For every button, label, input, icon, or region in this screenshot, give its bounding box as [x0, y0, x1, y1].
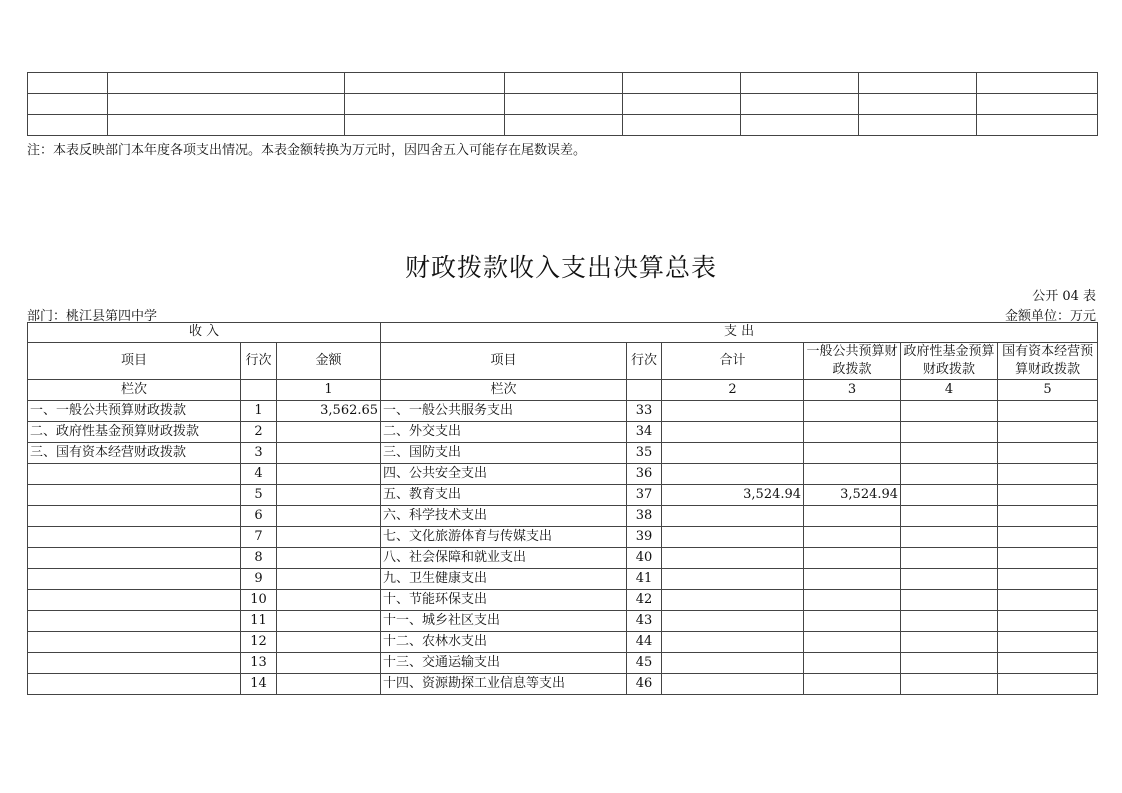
- income-amount-cell: [277, 443, 381, 464]
- table-row: [28, 611, 1098, 632]
- general-budget-cell: [804, 527, 901, 548]
- income-amount-cell: [277, 611, 381, 632]
- state-capital-cell: [998, 422, 1098, 443]
- total-cell: [662, 590, 804, 611]
- table-cell: [623, 115, 741, 136]
- income-row-no-cell: 7: [241, 527, 277, 548]
- table-row: [28, 590, 1098, 611]
- state-capital-cell: [998, 611, 1098, 632]
- income-row-no-cell: 5: [241, 485, 277, 506]
- table-cell: [741, 115, 859, 136]
- total-cell: [662, 632, 804, 653]
- gov-fund-cell: [901, 653, 998, 674]
- general-budget-cell: [804, 506, 901, 527]
- income-row-no-header: 行次: [241, 343, 277, 380]
- table-row: [28, 506, 1098, 527]
- income-item-cell: [28, 485, 241, 506]
- income-item-cell: 三、国有资本经营财政拨款: [28, 443, 241, 464]
- total-cell: [662, 443, 804, 464]
- column-index-general-budget: 3: [804, 380, 901, 401]
- table-cell: [977, 115, 1098, 136]
- column-index-exp-label: 栏次: [381, 380, 627, 401]
- table-cell: [345, 94, 505, 115]
- state-capital-cell: [998, 548, 1098, 569]
- income-row-no-cell: 3: [241, 443, 277, 464]
- table-cell: [741, 73, 859, 94]
- gov-fund-cell: [901, 401, 998, 422]
- state-capital-cell: [998, 506, 1098, 527]
- income-row-no-cell: 8: [241, 548, 277, 569]
- expense-row-no-cell: 46: [627, 674, 662, 695]
- previous-table-remnant: [27, 72, 1098, 136]
- expense-row-no-cell: 39: [627, 527, 662, 548]
- expense-item-cell: 五、教育支出: [381, 485, 627, 506]
- general-budget-cell: [804, 422, 901, 443]
- income-item-cell: [28, 674, 241, 695]
- expense-item-cell: 二、外交支出: [381, 422, 627, 443]
- state-capital-cell: [998, 632, 1098, 653]
- income-item-cell: [28, 548, 241, 569]
- expense-row-no-cell: 34: [627, 422, 662, 443]
- income-row-no-cell: 14: [241, 674, 277, 695]
- page-title: 财政拨款收入支出决算总表: [404, 253, 717, 282]
- expense-item-cell: 十四、资源勘探工业信息等支出: [381, 674, 627, 695]
- column-index-total: 2: [662, 380, 804, 401]
- income-row-no-cell: 11: [241, 611, 277, 632]
- expense-item-cell: 十二、农林水支出: [381, 632, 627, 653]
- expense-row-no-cell: 37: [627, 485, 662, 506]
- income-item-cell: [28, 611, 241, 632]
- state-capital-cell: [998, 653, 1098, 674]
- expense-section-header: 支 出: [381, 323, 1098, 343]
- general-budget-cell: [804, 611, 901, 632]
- table-row: [28, 94, 1098, 115]
- table-cell: [28, 94, 108, 115]
- general-budget-cell: [804, 464, 901, 485]
- gov-fund-cell: [901, 569, 998, 590]
- expense-row-no-cell: 41: [627, 569, 662, 590]
- expense-row-no-cell: 38: [627, 506, 662, 527]
- expense-item-cell: 八、社会保障和就业支出: [381, 548, 627, 569]
- state-capital-cell: [998, 569, 1098, 590]
- income-item-cell: 一、一般公共预算财政拨款: [28, 401, 241, 422]
- expense-row-no-header: 行次: [627, 343, 662, 380]
- total-cell: 3,524.94: [662, 485, 804, 506]
- total-cell: [662, 422, 804, 443]
- table-row: [28, 115, 1098, 136]
- total-cell: [662, 548, 804, 569]
- income-amount-cell: [277, 464, 381, 485]
- income-amount-cell: [277, 632, 381, 653]
- expense-item-cell: 三、国防支出: [381, 443, 627, 464]
- expense-item-cell: 九、卫生健康支出: [381, 569, 627, 590]
- general-budget-cell: [804, 653, 901, 674]
- state-capital-cell: [998, 464, 1098, 485]
- income-item-cell: [28, 590, 241, 611]
- expense-item-cell: 六、科学技术支出: [381, 506, 627, 527]
- income-item-cell: [28, 569, 241, 590]
- general-budget-cell: [804, 443, 901, 464]
- income-row-no-cell: 9: [241, 569, 277, 590]
- income-amount-header: 金额: [277, 343, 381, 380]
- total-cell: [662, 611, 804, 632]
- state-capital-cell: [998, 485, 1098, 506]
- column-index-amount: 1: [277, 380, 381, 401]
- gov-fund-cell: [901, 674, 998, 695]
- gov-fund-cell: [901, 485, 998, 506]
- table-row: [28, 548, 1098, 569]
- general-budget-cell: [804, 401, 901, 422]
- table-cell: [345, 115, 505, 136]
- income-row-no-cell: 2: [241, 422, 277, 443]
- table-cell: [108, 94, 345, 115]
- gov-fund-cell: [901, 632, 998, 653]
- income-amount-cell: 3,562.65: [277, 401, 381, 422]
- expense-item-cell: 四、公共安全支出: [381, 464, 627, 485]
- expense-row-no-cell: 44: [627, 632, 662, 653]
- gov-fund-cell: [901, 527, 998, 548]
- total-cell: [662, 506, 804, 527]
- section-header-row: [28, 323, 1098, 343]
- gov-fund-cell: [901, 443, 998, 464]
- income-item-cell: [28, 464, 241, 485]
- state-capital-cell: [998, 443, 1098, 464]
- table-cell: [28, 73, 108, 94]
- table-cell: [741, 94, 859, 115]
- table-row: [28, 464, 1098, 485]
- table-row: [28, 674, 1098, 695]
- income-amount-cell: [277, 422, 381, 443]
- table-cell: [28, 115, 108, 136]
- table-cell: [505, 73, 623, 94]
- table-cell: [977, 73, 1098, 94]
- table-note: 注：本表反映部门本年度各项支出情况。本表金额转换为万元时，因四舍五入可能存在尾数误差。: [27, 143, 587, 158]
- income-row-no-cell: 12: [241, 632, 277, 653]
- state-capital-cell: [998, 401, 1098, 422]
- table-cell: [505, 94, 623, 115]
- general-budget-cell: [804, 632, 901, 653]
- income-item-cell: 二、政府性基金预算财政拨款: [28, 422, 241, 443]
- table-cell: [108, 115, 345, 136]
- column-index-state-capital: 5: [998, 380, 1098, 401]
- table-row: [28, 401, 1098, 422]
- general-budget-cell: [804, 548, 901, 569]
- income-amount-cell: [277, 485, 381, 506]
- column-index-row: [28, 380, 1098, 401]
- expense-row-no-cell: 35: [627, 443, 662, 464]
- income-item-cell: [28, 632, 241, 653]
- table-cell: [108, 73, 345, 94]
- table-cell: [623, 94, 741, 115]
- column-index-empty: [241, 380, 277, 401]
- table-cell: [345, 73, 505, 94]
- table-cell: [623, 73, 741, 94]
- expense-row-no-cell: 36: [627, 464, 662, 485]
- table-row: [28, 569, 1098, 590]
- gov-fund-cell: [901, 464, 998, 485]
- total-cell: [662, 569, 804, 590]
- general-budget-cell: 3,524.94: [804, 485, 901, 506]
- income-item-cell: [28, 527, 241, 548]
- income-amount-cell: [277, 674, 381, 695]
- income-row-no-cell: 10: [241, 590, 277, 611]
- gov-fund-cell: [901, 590, 998, 611]
- table-row: [28, 73, 1098, 94]
- column-index-empty: [627, 380, 662, 401]
- table-row: [28, 632, 1098, 653]
- column-index-label: 栏次: [28, 380, 241, 401]
- expense-row-no-cell: 45: [627, 653, 662, 674]
- expense-row-no-cell: 42: [627, 590, 662, 611]
- income-amount-cell: [277, 590, 381, 611]
- expense-item-cell: 一、一般公共服务支出: [381, 401, 627, 422]
- income-row-no-cell: 6: [241, 506, 277, 527]
- form-code: 公开 04 表: [1032, 289, 1096, 304]
- gov-fund-cell: [901, 422, 998, 443]
- state-capital-header: 国有资本经营预算财政拨款: [998, 343, 1098, 380]
- table-cell: [859, 73, 977, 94]
- income-amount-cell: [277, 548, 381, 569]
- expense-row-no-cell: 33: [627, 401, 662, 422]
- income-item-header: 项目: [28, 343, 241, 380]
- income-section-header: 收 入: [28, 323, 381, 343]
- total-header: 合计: [662, 343, 804, 380]
- general-budget-cell: [804, 569, 901, 590]
- expense-item-cell: 十、节能环保支出: [381, 590, 627, 611]
- state-capital-cell: [998, 674, 1098, 695]
- total-cell: [662, 674, 804, 695]
- table-cell: [505, 115, 623, 136]
- income-amount-cell: [277, 569, 381, 590]
- income-amount-cell: [277, 506, 381, 527]
- general-budget-header: 一般公共预算财政拨款: [804, 343, 901, 380]
- income-amount-cell: [277, 653, 381, 674]
- state-capital-cell: [998, 527, 1098, 548]
- gov-fund-cell: [901, 548, 998, 569]
- gov-fund-cell: [901, 611, 998, 632]
- table-row: [28, 485, 1098, 506]
- gov-fund-header: 政府性基金预算财政拨款: [901, 343, 998, 380]
- state-capital-cell: [998, 590, 1098, 611]
- column-header-row: [28, 343, 1098, 380]
- income-row-no-cell: 4: [241, 464, 277, 485]
- expense-row-no-cell: 40: [627, 548, 662, 569]
- table-row: [28, 527, 1098, 548]
- general-budget-cell: [804, 674, 901, 695]
- general-budget-cell: [804, 590, 901, 611]
- expense-item-cell: 十三、交通运输支出: [381, 653, 627, 674]
- column-index-gov-fund: 4: [901, 380, 998, 401]
- expense-item-cell: 十一、城乡社区支出: [381, 611, 627, 632]
- total-cell: [662, 401, 804, 422]
- total-cell: [662, 653, 804, 674]
- expense-item-cell: 七、文化旅游体育与传媒支出: [381, 527, 627, 548]
- table-cell: [859, 94, 977, 115]
- income-row-no-cell: 1: [241, 401, 277, 422]
- total-cell: [662, 464, 804, 485]
- fiscal-appropriation-table: [27, 322, 1098, 695]
- income-item-cell: [28, 653, 241, 674]
- table-row: [28, 653, 1098, 674]
- expense-row-no-cell: 43: [627, 611, 662, 632]
- income-amount-cell: [277, 527, 381, 548]
- table-row: [28, 443, 1098, 464]
- table-row: [28, 422, 1098, 443]
- total-cell: [662, 527, 804, 548]
- expense-item-header: 项目: [381, 343, 627, 380]
- department-label: 部门：桃江县第四中学: [27, 309, 158, 324]
- income-row-no-cell: 13: [241, 653, 277, 674]
- gov-fund-cell: [901, 506, 998, 527]
- table-cell: [977, 94, 1098, 115]
- amount-unit-label: 金额单位：万元: [1004, 309, 1096, 324]
- income-item-cell: [28, 506, 241, 527]
- table-cell: [859, 115, 977, 136]
